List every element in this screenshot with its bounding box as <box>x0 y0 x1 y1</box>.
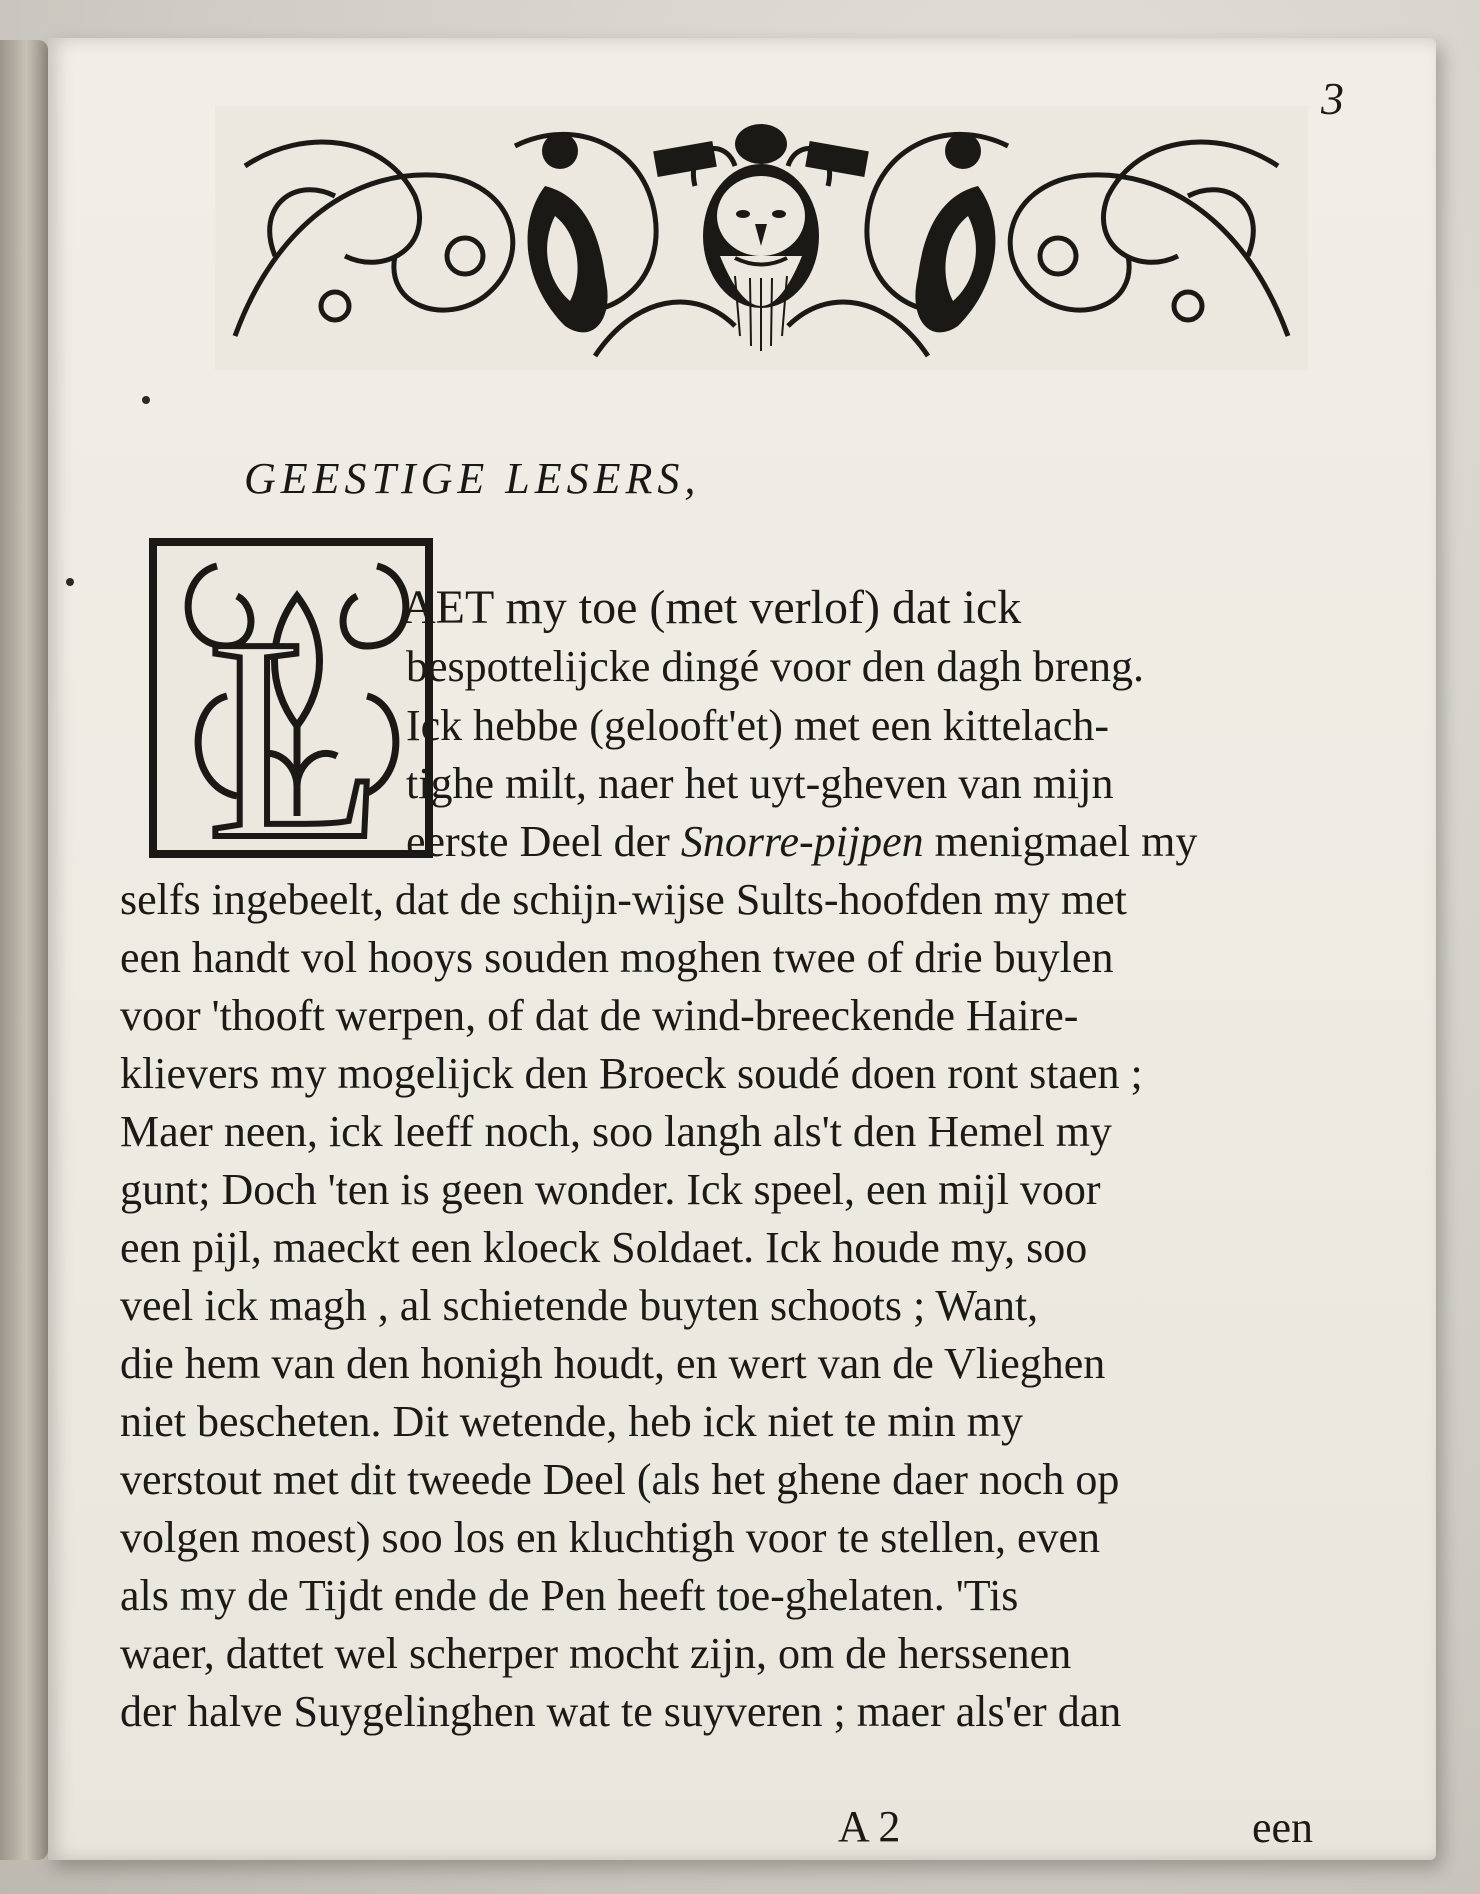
text-line-14: die hem van den honigh houdt, en wert van de Vlieghen <box>120 1339 1106 1388</box>
book-page <box>48 38 1436 1860</box>
italic-title-snorre-pijpen: Snorre-pijpen <box>680 817 924 866</box>
text-line-18: als my de Tijdt ende de Pen heeft toe-ghelaten. 'Tis <box>120 1571 1019 1620</box>
text-line-5-start: eerste Deel der <box>406 817 681 866</box>
text-line-8: voor 'thooft werpen, of dat de wind-breeckende Haire- <box>120 991 1079 1040</box>
margin-dot <box>142 396 150 404</box>
text-line-1: AET my toe (met verlof) dat ick <box>401 581 1022 634</box>
margin-dot <box>66 578 74 586</box>
decorated-initial <box>147 536 435 860</box>
text-line-2: bespottelijcke dingé voor den dagh breng. <box>406 642 1145 691</box>
text-line-11: gunt; Doch 'ten is geen wonder. Ick speel, een mijl voor <box>120 1165 1101 1214</box>
text-line-9: klievers my mogelijck den Broeck soudé doen ront staen ; <box>120 1049 1143 1098</box>
text-line-6: selfs ingebeelt, dat de schijn-wijse Sults-hoofden my met <box>120 875 1127 924</box>
text-line-10: Maer neen, ick leeff noch, soo langh als't den Hemel my <box>120 1107 1112 1156</box>
text-line-3: Ick hebbe (gelooft'et) met een kittelach- <box>406 701 1110 750</box>
woodcut-headpiece <box>215 106 1308 370</box>
signature-mark: A 2 <box>838 1802 901 1851</box>
catchword: een <box>1252 1803 1314 1852</box>
text-line-13: veel ick magh , al schietende buyten schoots ; Want, <box>120 1281 1039 1330</box>
heading-geestige-lesers: GEESTIGE LESERS, <box>244 454 701 503</box>
page-number: 3 <box>1321 73 1344 124</box>
text-line-4: tighe milt, naer het uyt-gheven van mijn <box>406 759 1114 808</box>
text-line-16: verstout met dit tweede Deel (als het ghene daer noch op <box>120 1455 1120 1504</box>
text-line-15: niet bescheten. Dit wetende, heb ick niet te min my <box>120 1397 1023 1446</box>
initial-letter: L <box>207 578 385 860</box>
text-line-19: waer, dattet wel scherper mocht zijn, om de herssenen <box>120 1629 1072 1678</box>
text-line-20: der halve Suygelinghen wat te suyveren ; maer als'er dan <box>120 1687 1122 1736</box>
text-line-12: een pijl, maeckt een kloeck Soldaet. Ick houde my, soo <box>120 1223 1088 1272</box>
text-line-17: volgen moest) soo los en kluchtigh voor te stellen, even <box>120 1513 1101 1562</box>
text-line-5-end: menigmael my <box>923 817 1198 866</box>
text-line-5 <box>406 817 1198 866</box>
text-line-7: een handt vol hooys souden moghen twee of drie buylen <box>120 933 1114 982</box>
facing-page-edge <box>0 40 48 1860</box>
